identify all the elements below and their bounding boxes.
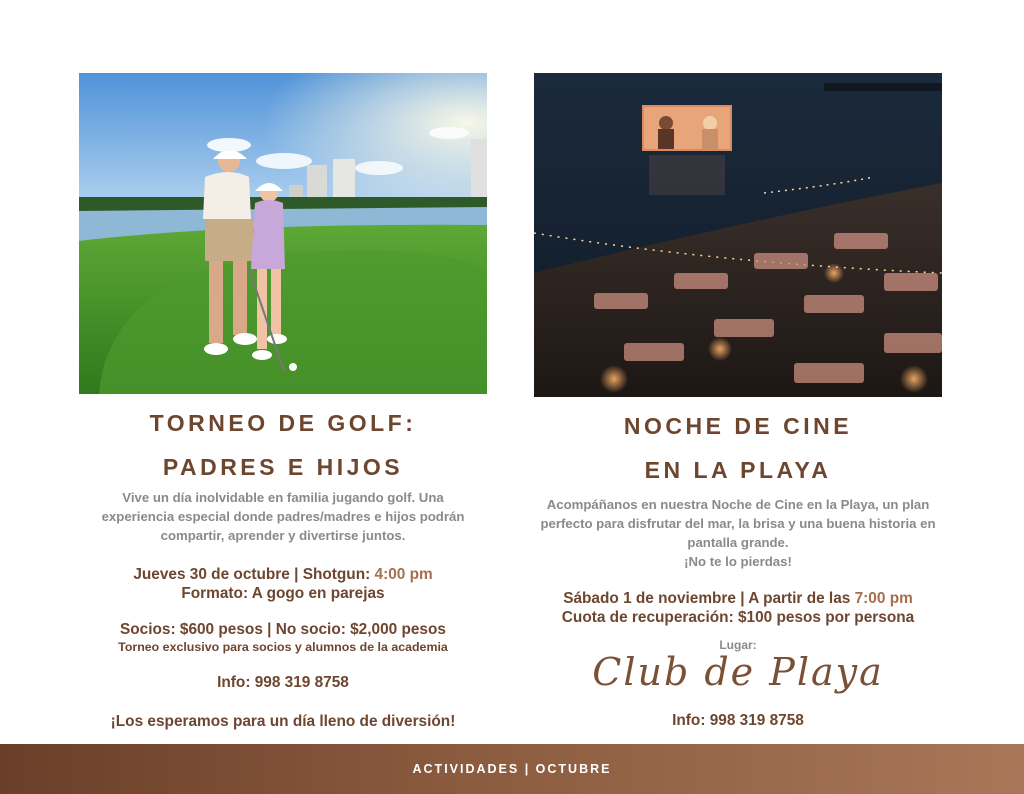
golf-date-time: 4:00 pm xyxy=(374,566,433,583)
cine-date-time: 7:00 pm xyxy=(854,590,913,607)
golf-date-text: Jueves 30 de octubre | Shotgun: xyxy=(133,566,375,583)
cine-column xyxy=(534,73,942,627)
cine-tagline: ¡No te lo pierdas! xyxy=(684,554,792,569)
cine-date-line xyxy=(534,589,942,608)
cine-fee-line: Cuota de recuperación: $100 pesos por persona xyxy=(561,609,915,626)
golf-description: Vive un día inolvidable en familia jugando golf. Una experiencia especial donde padres/madres e hijos podrán compartir, aprender y divertirse juntos. xyxy=(101,490,465,543)
golf-date-line xyxy=(79,565,487,584)
venue-label: Lugar: xyxy=(719,638,757,652)
golf-title-line1: TORNEO DE GOLF: xyxy=(149,410,417,436)
golf-title-line2: PADRES E HIJOS xyxy=(162,454,404,480)
golf-exclusive-line: Torneo exclusivo para socios y alumnos de la academia xyxy=(118,640,448,654)
golf-closing-line: ¡Los esperamos para un día lleno de diversión! xyxy=(110,713,456,730)
golf-photo xyxy=(79,73,487,394)
venue-name: Club de Playa xyxy=(592,650,884,694)
golf-column xyxy=(79,73,487,731)
cine-title-line1: NOCHE DE CINE xyxy=(623,413,853,439)
cine-title-line2: EN LA PLAYA xyxy=(644,457,832,483)
cine-info-line: Info: 998 319 8758 xyxy=(672,712,804,729)
cine-date-text: Sábado 1 de noviembre | A partir de las xyxy=(563,590,855,607)
golf-info-line: Info: 998 319 8758 xyxy=(217,674,349,691)
cine-photo xyxy=(534,73,942,397)
golf-price-line: Socios: $600 pesos | No socio: $2,000 pesos xyxy=(120,621,446,638)
golf-format-line: Formato: A gogo en parejas xyxy=(181,585,385,602)
cine-description: Acompáñanos en nuestra Noche de Cine en la Playa, un plan perfecto para disfrutar del mar, la brisa y una buena historia en pantalla grande. xyxy=(540,497,936,550)
footer-bar xyxy=(0,744,1024,794)
footer-label: ACTIVIDADES | OCTUBRE xyxy=(412,762,612,776)
